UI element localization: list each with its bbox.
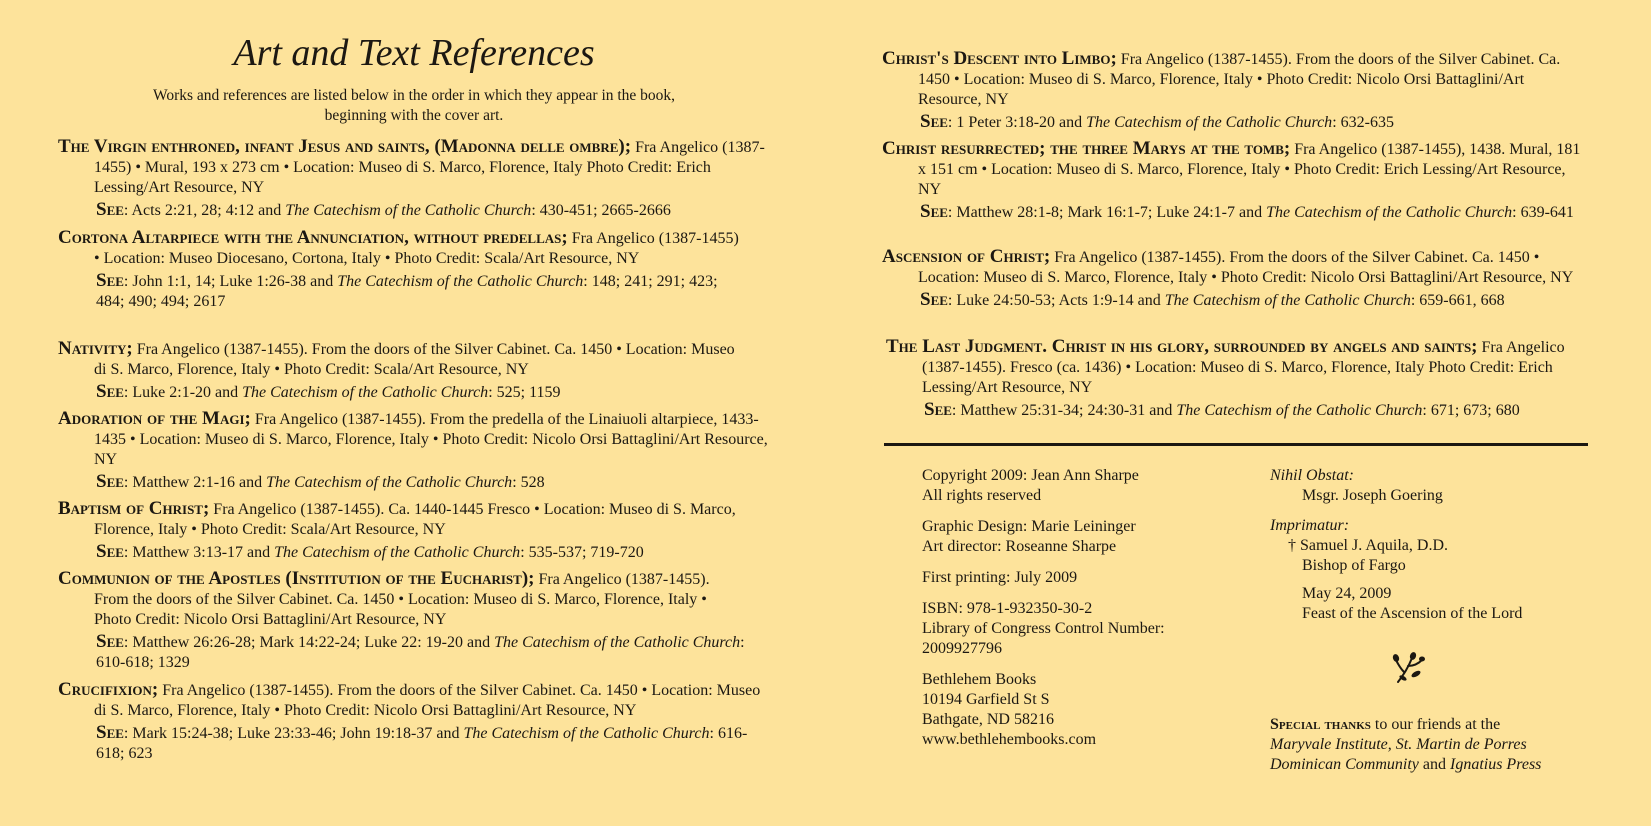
see-label: See: [920, 289, 948, 310]
see-label: See: [96, 722, 124, 743]
catechism-title: The Catechism of the Catholic Church: [1086, 114, 1333, 131]
catechism-title: The Catechism of the Catholic Church: [1266, 204, 1513, 221]
graphic-design: Graphic Design: Marie Leininger: [922, 518, 1136, 535]
page-title: Art and Text References: [233, 32, 595, 74]
reference-entry: Communion of the Apostles (Institution of the Eucharist); Fra Angelico (1387-1455). From the doors of the Silver Cabinet. Ca. 1450 • Location: Museo di S. Marco, Florence, Italy • Photo Credit: Nicolo Orsi Battaglini/Art Resource, NY See: Matthew 26:26-28; Mark 14:22-24; Luke 22: 19-20 and The Catechism of the Catholic Church: 610-618; 1329: [58, 568, 745, 671]
approval-block: [1270, 466, 1590, 624]
art-director: Art director: Roseanne Sharpe: [922, 538, 1117, 555]
catechism-title: The Catechism of the Catholic Church: [242, 384, 489, 401]
reference-entry: Cortona Altarpiece with the Annunciation, without predellas; Fra Angelico (1387-1455) • Location: Museo Diocesano, Cortona, Italy • Photo Credit: Scala/Art Resource, NY See: John 1:1, 14; Luke 1:26-38 and The Catechism of the Catholic Church: 148; 241; 291; 423; 484; 490; 494; 2617: [58, 227, 739, 310]
entry-body: Fra Angelico (1387-1455). From the doors of the Silver Cabinet. Ca. 1450 • Location: Museo di S. Marco, Florence, Italy • Photo Credit: Scala/Art Resource, NY: [94, 341, 735, 378]
divider-rule: [884, 443, 1588, 446]
loc-number: 2009927796: [922, 640, 1002, 657]
isbn: ISBN: 978-1-932350-30-2: [922, 600, 1093, 617]
reference-entry: Ascension of Christ; Fra Angelico (1387-1455). From the doors of the Silver Cabinet. Ca. 1450 • Location: Museo di S. Marco, Florence, Italy • Photo Credit: Nicolo Orsi Battaglini/Art Resource, NY See: Luke 24:50-53; Acts 1:9-14 and The Catechism of the Catholic Church: 659-661, 668: [882, 246, 1574, 310]
see-label: See: [920, 111, 948, 132]
catechism-title: The Catechism of the Catholic Church: [1176, 402, 1423, 419]
see-label: See: [96, 199, 124, 220]
entry-body: Fra Angelico (1387-1455). From the doors of the Silver Cabinet. Ca. 1450 • Location: Museo di S. Marco, Florence, Italy • Photo Credit: Nicolo Orsi Battaglini/Art Resource, NY: [94, 682, 761, 719]
catechism-title: The Catechism of the Catholic Church: [274, 544, 521, 561]
imprimatur-name: † Samuel J. Aquila, D.D.: [1288, 537, 1448, 554]
entry-title: Christ's Descent into Limbo;: [882, 48, 1117, 69]
entry-title: The Virgin enthroned, infant Jesus and saints, (Madonna delle ombre);: [58, 136, 632, 157]
intro-line-2: beginning with the cover art.: [324, 107, 504, 124]
entry-body: Fra Angelico (1387-1455). From the doors of the Silver Cabinet. Ca. 1450 • Location: Museo di S. Marco, Florence, Italy • Photo Credit: Nicolo Orsi Battaglini/Art Resource, NY: [94, 571, 710, 628]
nihil-obstat-name: Msgr. Joseph Goering: [1302, 487, 1443, 504]
imprimatur-title: Bishop of Fargo: [1302, 557, 1406, 574]
see-label: See: [96, 541, 124, 562]
entry-body: Fra Angelico (1387-1455) • Mural, 193 x 273 cm • Location: Museo di S. Marco, Florence, Italy Photo Credit: Erich Lessing/Art Resource, NY: [94, 139, 765, 196]
entry-title: Christ resurrected; the three Marys at the tomb;: [882, 138, 1291, 159]
thanks-org-2: Ignatius Press: [1449, 756, 1542, 773]
special-thanks: Special thanks to our friends at the Maryvale Institute, St. Martin de Porres Dominican Community and Ignatius Press: [1270, 716, 1542, 773]
see-label: See: [96, 471, 124, 492]
nihil-obstat-label: Nihil Obstat:: [1270, 467, 1355, 484]
entry-title: The Last Judgment. Christ in his glory, surrounded by angels and saints;: [886, 336, 1478, 357]
entry-body: Fra Angelico (1387-1455). From the doors of the Silver Cabinet. Ca. 1450 • Location: Museo di S. Marco, Florence, Italy • Photo Credit: Nicolo Orsi Battaglini/Art Resource, NY: [918, 51, 1561, 108]
entry-title: Cortona Altarpiece with the Annunciation, without predellas;: [58, 227, 568, 248]
entry-title: Communion of the Apostles (Institution of the Eucharist);: [58, 568, 535, 589]
catechism-title: The Catechism of the Catholic Church: [285, 202, 532, 219]
loc-label: Library of Congress Control Number:: [922, 620, 1165, 637]
feast: Feast of the Ascension of the Lord: [1302, 605, 1523, 622]
first-printing: First printing: July 2009: [922, 569, 1078, 586]
reference-entry: Nativity; Fra Angelico (1387-1455). From the doors of the Silver Cabinet. Ca. 1450 • Location: Museo di S. Marco, Florence, Italy • Photo Credit: Scala/Art Resource, NY See: Luke 2:1-20 and The Catechism of the Catholic Church: 525; 1159: [58, 338, 735, 402]
catechism-title: The Catechism of the Catholic Church: [463, 725, 710, 742]
entry-title: Adoration of the Magi;: [58, 408, 251, 429]
catechism-title: The Catechism of the Catholic Church: [1164, 292, 1411, 309]
intro-text: [120, 86, 708, 126]
catechism-title: The Catechism of the Catholic Church: [266, 474, 513, 491]
entry-title: Baptism of Christ;: [58, 498, 210, 519]
floral-ornament-icon: [1390, 650, 1426, 686]
reference-entry: Baptism of Christ; Fra Angelico (1387-1455). Ca. 1440-1445 Fresco • Location: Museo di S. Marco, Florence, Italy • Photo Credit: Scala/Art Resource, NY See: Matthew 3:13-17 and The Catechism of the Catholic Church: 535-537; 719-720: [58, 498, 736, 562]
entry-body: Fra Angelico (1387-1455), 1438. Mural, 181 x 151 cm • Location: Museo di S. Marco, Florence, Italy • Photo Credit: Erich Lessing/Art Resource, NY: [918, 141, 1581, 198]
street: 10194 Garfield St S: [922, 691, 1050, 708]
catechism-title: The Catechism of the Catholic Church: [337, 273, 584, 290]
rights: All rights reserved: [922, 487, 1042, 504]
reference-entry: Adoration of the Magi; Fra Angelico (1387-1455). From the predella of the Linaiuoli altarpiece, 1433-1435 • Location: Museo di S. Marco, Florence, Italy • Photo Credit: Nicolo Orsi Battaglini/Art Resource, NY See: Matthew 2:1-16 and The Catechism of the Catholic Church: 528: [58, 408, 768, 492]
entry-body: Fra Angelico (1387-1455). Ca. 1440-1445 Fresco • Location: Museo di S. Marco, Florence, Italy • Photo Credit: Scala/Art Resource, NY: [94, 501, 736, 538]
entry-body: Fra Angelico (1387-1455) • Location: Museo Diocesano, Cortona, Italy • Photo Credit: Scala/Art Resource, NY: [94, 230, 739, 267]
see-label: See: [920, 201, 948, 222]
see-label: See: [96, 631, 124, 652]
see-label: See: [96, 381, 124, 402]
reference-entry: The Virgin enthroned, infant Jesus and saints, (Madonna delle ombre); Fra Angelico (1387-1455) • Mural, 193 x 273 cm • Location: Museo di S. Marco, Florence, Italy Photo Credit: Erich Lessing/Art Resource, NY See: Acts 2:21, 28; 4:12 and The Catechism of the Catholic Church: 430-451; 2665-2666: [58, 136, 765, 220]
entry-title: Ascension of Christ;: [882, 246, 1051, 267]
reference-entry: The Last Judgment. Christ in his glory, surrounded by angels and saints; Fra Angelico (1387-1455). Fresco (ca. 1436) • Location: Museo di S. Marco, Florence, Italy Photo Credit: Erich Lessing/Art Resource, NY See: Matthew 25:31-34; 24:30-31 and The Catechism of the Catholic Church: 671; 673; 680: [886, 336, 1565, 420]
entry-body: Fra Angelico (1387-1455). From the predella of the Linaiuoli altarpiece, 1433-1435 • Location: Museo di S. Marco, Florence, Italy • Photo Credit: Nicolo Orsi Battaglini/Art Resource, NY: [94, 411, 768, 468]
catechism-title: The Catechism of the Catholic Church: [494, 634, 741, 651]
thanks-org-1: Maryvale Institute, St. Martin de Porres Dominican Community: [1270, 736, 1527, 773]
special-thanks-label: Special thanks: [1270, 716, 1371, 733]
imprint-block: [922, 466, 1232, 761]
entry-title: Crucifixion;: [58, 679, 159, 700]
entry-title: Nativity;: [58, 338, 133, 359]
approval-date: May 24, 2009: [1302, 585, 1392, 602]
intro-line-1: Works and references are listed below in the order in which they appear in the book,: [152, 87, 676, 104]
reference-entry: Crucifixion; Fra Angelico (1387-1455). From the doors of the Silver Cabinet. Ca. 1450 • Location: Museo di S. Marco, Florence, Italy • Photo Credit: Nicolo Orsi Battaglini/Art Resource, NY See: Mark 15:24-38; Luke 23:33-46; John 19:18-37 and The Catechism of the Catholic Church: 616-618; 623: [58, 679, 761, 762]
see-label: See: [924, 399, 952, 420]
city: Bathgate, ND 58216: [922, 711, 1054, 728]
reference-entry: Christ resurrected; the three Marys at the tomb; Fra Angelico (1387-1455), 1438. Mural, 181 x 151 cm • Location: Museo di S. Marco, Florence, Italy • Photo Credit: Erich Lessing/Art Resource, NY See: Matthew 28:1-8; Mark 16:1-7; Luke 24:1-7 and The Catechism of the Catholic Church: 639-641: [882, 138, 1581, 222]
website: www.bethlehembooks.com: [922, 731, 1097, 748]
publisher: Bethlehem Books: [922, 671, 1037, 688]
copyright: Copyright 2009: Jean Ann Sharpe: [922, 467, 1139, 484]
imprimatur-label: Imprimatur:: [1270, 517, 1350, 534]
reference-entry: Christ's Descent into Limbo; Fra Angelico (1387-1455). From the doors of the Silver Cabinet. Ca. 1450 • Location: Museo di S. Marco, Florence, Italy • Photo Credit: Nicolo Orsi Battaglini/Art Resource, NY See: 1 Peter 3:18-20 and The Catechism of the Catholic Church: 632-635: [882, 48, 1561, 132]
entry-body: Fra Angelico (1387-1455). Fresco (ca. 1436) • Location: Museo di S. Marco, Florence, Italy Photo Credit: Erich Lessing/Art Resource, NY: [922, 339, 1565, 396]
entry-body: Fra Angelico (1387-1455). From the doors of the Silver Cabinet. Ca. 1450 • Location: Museo di S. Marco, Florence, Italy • Photo Credit: Nicolo Orsi Battaglini/Art Resource, NY: [918, 249, 1574, 286]
see-label: See: [96, 270, 124, 291]
